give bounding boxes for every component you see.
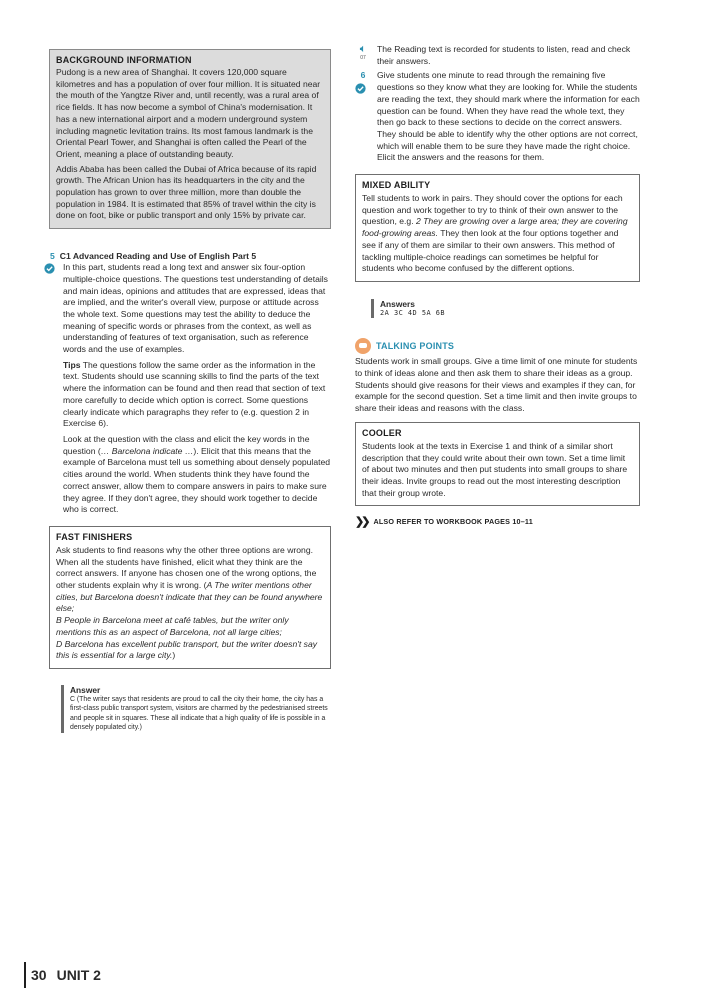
background-paragraph-2: Addis Ababa has been called the Dubai of Africa because of its rapid growth. The African Union has its headquarters in the city and the population has grown to over three million, more than double the population in 1984. It is estimated that 85% of travel within the city is done on foot, bike or public transport and only 15% by private car. bbox=[56, 163, 317, 221]
audio-text: The Reading text is recorded for students to listen, read and check their answers. bbox=[377, 44, 631, 66]
unit-label: UNIT 2 bbox=[56, 967, 101, 983]
fast-finishers-close: ) bbox=[172, 650, 176, 661]
tips-paragraph bbox=[63, 360, 331, 430]
checkmark-badge-icon bbox=[44, 263, 55, 274]
question-text-italic: … Barcelona indicate … bbox=[100, 445, 194, 456]
fast-finishers-title: FAST FINISHERS bbox=[56, 531, 133, 542]
background-paragraph-1: Pudong is a new area of Shanghai. It covers 120,000 square kilometres and has a population of over four million. It is situated near the mouth of the Yangtze River and, until recently, was a rural area of rice fields. It has now become a symbol of China's modernisation. It has a new international airport and a modern underground system including magnetic levitation trains. Its most famous landmark is the Oriental Pearl Tower, and Shanghai is often called the Pearl of the Orient, meaning a place of outstanding beauty. bbox=[56, 67, 321, 159]
speech-bubble-icon bbox=[355, 338, 371, 354]
section-5-body bbox=[49, 262, 331, 516]
mixed-ability-box bbox=[355, 174, 640, 282]
fast-finishers-text bbox=[56, 545, 324, 662]
fast-finishers-box bbox=[49, 526, 331, 669]
talking-points-heading bbox=[355, 338, 640, 354]
item-6 bbox=[355, 70, 640, 164]
fast-finishers-main: Ask students to find reasons why the other three options are wrong. When all the students have finished, elicit what they think are the correct answers. If anyone has chosen one of the wrong options, the other students explain why it is wrong. ( bbox=[56, 544, 317, 591]
fast-finishers-option-a: A The writer mentions other cities, but Barcelona doesn't indicate that they can be found anywhere else; bbox=[56, 580, 323, 614]
workbook-reference-text: ALSO REFER TO WORKBOOK PAGES 10–11 bbox=[373, 517, 533, 527]
mixed-ability-text-b: They then look at the four options together and see if any of them are similar to their own answers. This method of tackling multiple-choice readings can sometimes be helpful for students who become confused by the different options. bbox=[362, 228, 619, 274]
audio-track-number: 07 bbox=[360, 55, 366, 61]
question-paragraph bbox=[63, 434, 331, 516]
section-5-heading bbox=[50, 251, 331, 261]
question-text-b: ). Elicit that this means that the example of Barcelona must tell us something about densely populated cities around the world. When students think they have found the correct answer, allow them to compare answers in pairs to make sure they agree. If they don't agree, they should work together to decide who is correct. bbox=[63, 445, 331, 515]
fast-finishers-option-b: B People in Barcelona meet at café tables, but the writer only mentions this as an aspect of Barcelona, not all large cities; bbox=[56, 615, 289, 637]
section-5-intro: In this part, students read a long text and answer six four-option multiple-choice questions. The questions test understanding of details and main ideas, opinions and attitudes that are expressed, ideas that are implied, and the writer's overall view, purpose or attitude across the whole text. Some questions may test the ability to deduce the meaning of specific words or phrases from the context, as well as understanding of features of text organisation, such as reference words and the use of examples. bbox=[63, 262, 328, 355]
tips-text: The questions follow the same order as the information in the text. Students should use scanning skills to find the parts of the text where the information can be found and then read that section of text more carefully to decide which option is correct. Some questions clearly indicate which paragraphs they refer to (e.g. question 2 in Exercise 6). bbox=[63, 359, 326, 429]
question-text-a: Look at the question with the class and elicit the key words in the question ( bbox=[63, 433, 310, 456]
mixed-ability-example: 2 They are growing over a large area; they are covering food-growing areas. bbox=[362, 216, 628, 239]
item-6-row bbox=[355, 70, 640, 164]
answers-text: 2A 3C 4D 5A 6B bbox=[380, 308, 446, 317]
item-6-text: Give students one minute to read through the remaining five questions so they know what they are looking for. While the students are reading the text, they should mark where the information for each question can be found. When they have read the whole text, they then go back to these sections to decide on the correct answers. They should be able to identify why the other options are not correct, which will enable them to be sure they have made the right choice. Elicit the answers and the reasons for them. bbox=[377, 70, 640, 163]
answer-text: C (The writer says that residents are proud to call the city their home, the city has a first-class public transport system, visitors are charmed by the pedestrianised streets and people sit in squares. These all indicate that a high quality of life is possible in a densely populated city.) bbox=[70, 695, 328, 732]
item-6-number: 6 bbox=[360, 70, 366, 81]
double-chevron-right-icon: ❯❯ bbox=[355, 516, 368, 529]
fast-finishers-option-d: D Barcelona has excellent public transport, but the writer doesn't say this is essential for a large city. bbox=[56, 638, 318, 661]
cooler-text: Students look at the texts in Exercise 1 and think of a similar short description that they could write about their own town. Set a time limit of about two minutes and then put students into small groups to share their ideas. Invite groups to read out the most interesting description that their group wrote. bbox=[362, 440, 628, 498]
speaker-icon[interactable]: 🔈︎ bbox=[359, 43, 367, 55]
checkmark-badge-icon bbox=[355, 83, 366, 94]
cooler-title: COOLER bbox=[362, 427, 402, 438]
background-title: BACKGROUND INFORMATION bbox=[56, 55, 192, 65]
section-5 bbox=[49, 251, 331, 516]
talking-points bbox=[355, 338, 640, 415]
answer-label: Answer bbox=[70, 684, 101, 695]
page-footer bbox=[24, 962, 101, 988]
section-title: C1 Advanced Reading and Use of English Part 5 bbox=[59, 251, 257, 262]
audio-track[interactable] bbox=[355, 44, 371, 67]
answers-label: Answers bbox=[380, 298, 415, 309]
left-column bbox=[49, 49, 331, 733]
cooler-box bbox=[355, 422, 640, 507]
tips-label: Tips bbox=[63, 359, 81, 370]
footer-rule bbox=[24, 962, 26, 988]
mixed-ability-title: MIXED ABILITY bbox=[362, 180, 431, 191]
section-number: 5 bbox=[50, 251, 55, 262]
talking-points-text: Students work in small groups. Give a time limit of one minute for students to think of ideas alone and then ask them to share their ideas as a group. Students should give reasons for their views and examples if they can, for example for the second question. Set a time limit and then invite groups to share their ideas and reasons with the class. bbox=[355, 356, 638, 414]
talking-points-title: TALKING POINTS bbox=[376, 341, 455, 352]
page-number: 30 bbox=[31, 967, 47, 983]
right-column bbox=[355, 44, 640, 528]
background-information-box bbox=[49, 49, 331, 229]
answer-box-left bbox=[61, 685, 331, 733]
mixed-ability-text-a: Tell students to work in pairs. They should cover the options for each question and work together to try to think of their own answer to the question, e.g. bbox=[362, 193, 623, 227]
answers-box-right bbox=[371, 299, 640, 318]
audio-note bbox=[355, 44, 640, 67]
workbook-reference bbox=[355, 515, 640, 528]
mixed-ability-text bbox=[362, 193, 633, 275]
